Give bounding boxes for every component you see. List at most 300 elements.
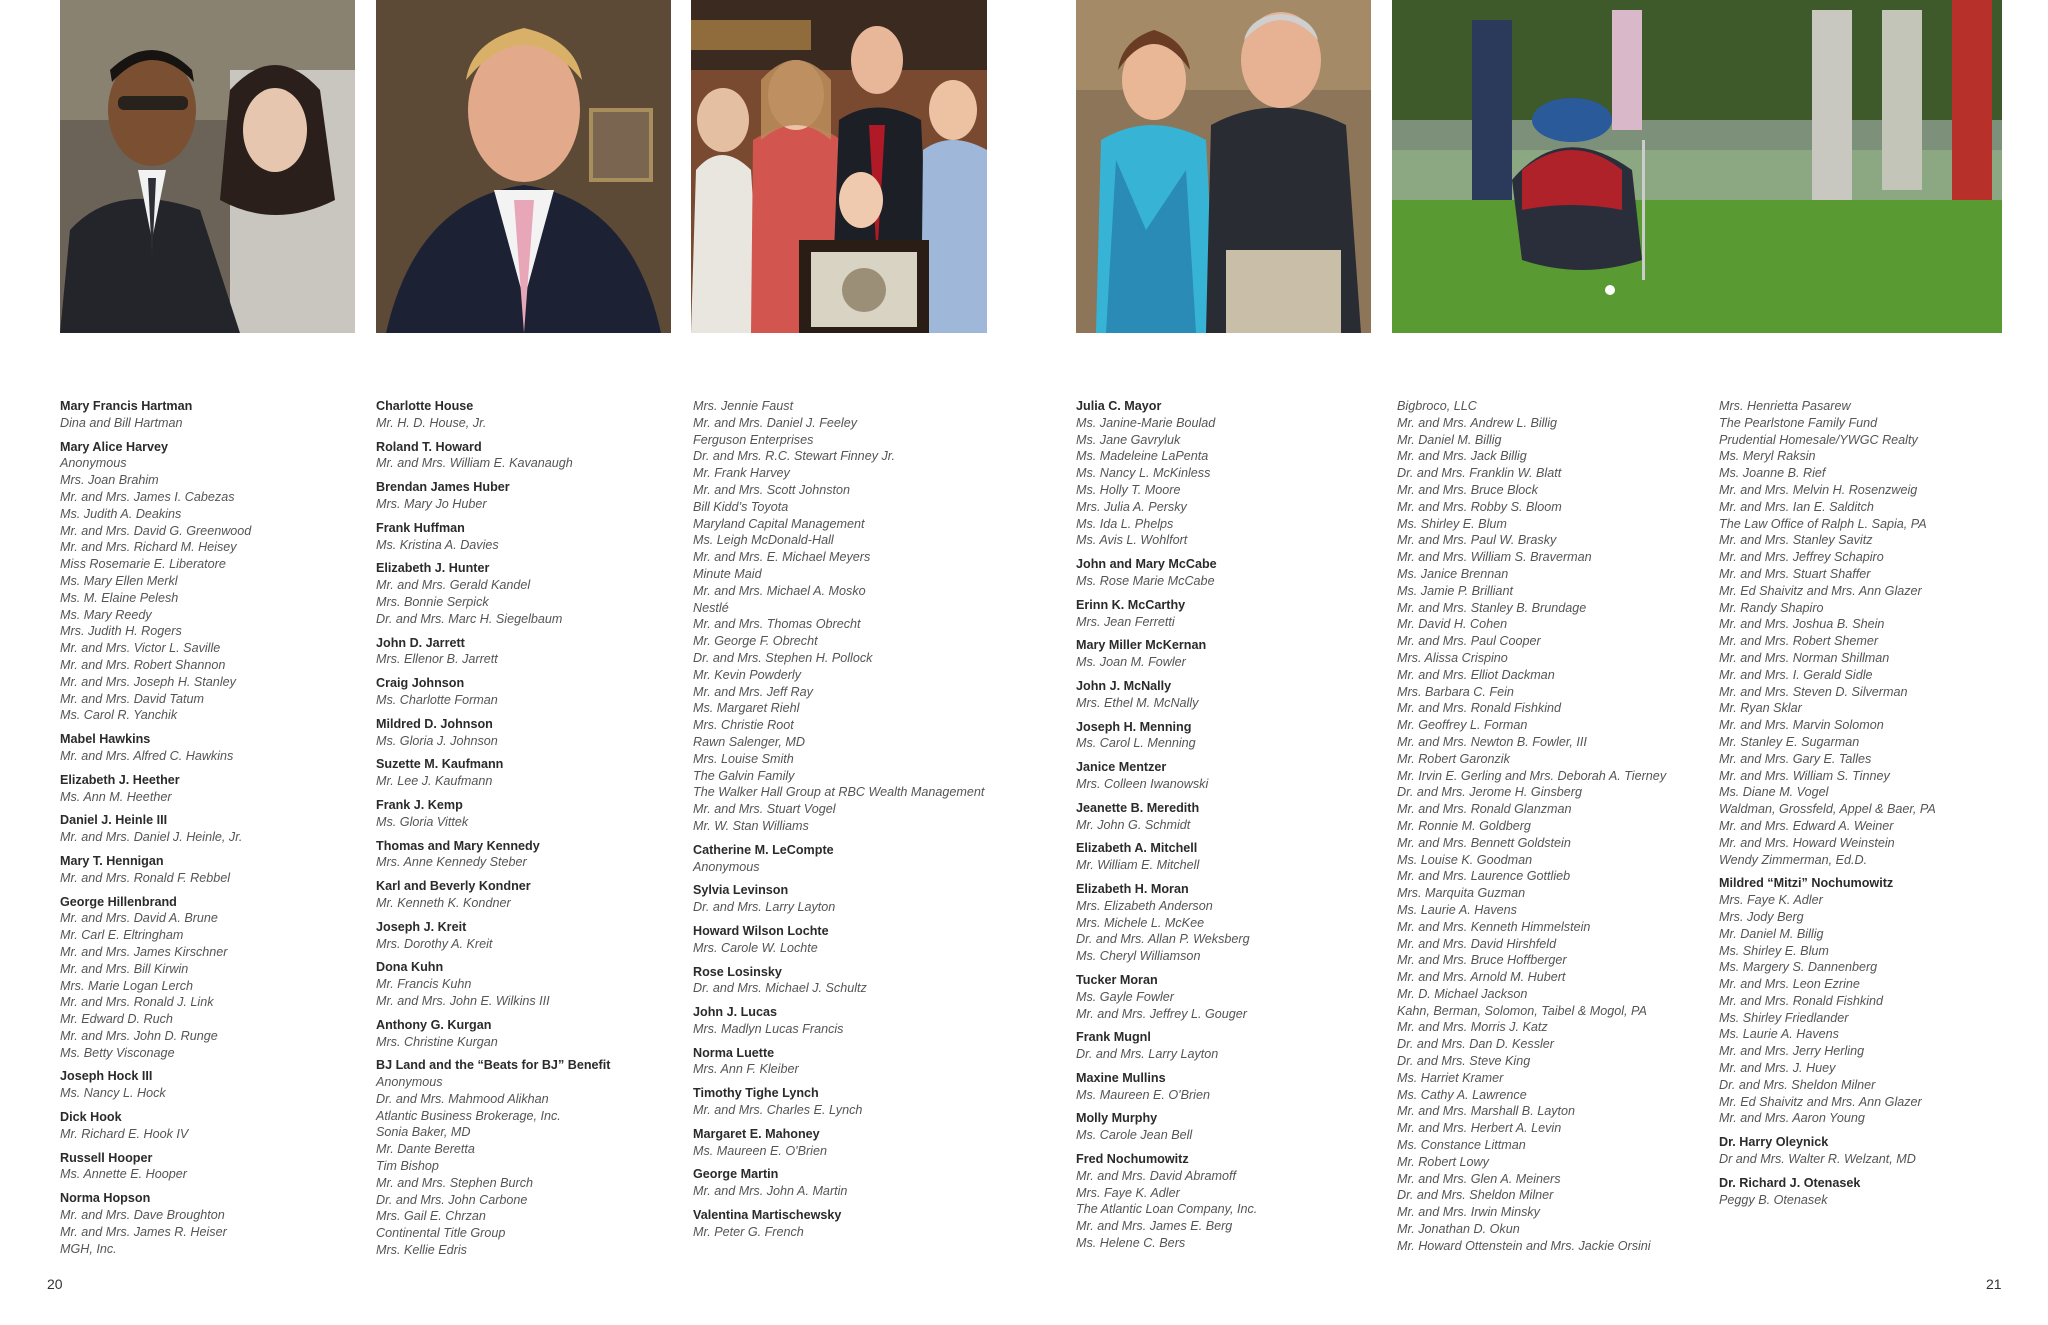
honoree-name: Mary Alice Harvey bbox=[60, 439, 169, 454]
donor-name: Mr. and Mrs. Ian E. Salditch bbox=[1719, 499, 1874, 514]
honoree-group bbox=[376, 878, 686, 912]
donor-name: Waldman, Grossfeld, Appel & Baer, PA bbox=[1719, 802, 1936, 817]
honoree-group bbox=[693, 1166, 1003, 1200]
honoree-group bbox=[693, 964, 1003, 998]
donor-name: Mr. Lee J. Kaufmann bbox=[376, 774, 493, 789]
donor-name: Ms. Gloria Vittek bbox=[376, 814, 469, 829]
donor-name: Mr. and Mrs. Stanley Savitz bbox=[1719, 533, 1873, 548]
donor-name: Mr. and Mrs. Herbert A. Levin bbox=[1397, 1121, 1562, 1136]
honoree-name: Rose Losinsky bbox=[693, 964, 782, 979]
donor-name: Dr. and Mrs. Marc H. Siegelbaum bbox=[376, 611, 563, 626]
donor-name: Ms. Margaret Riehl bbox=[693, 701, 800, 716]
honoree-group bbox=[60, 398, 370, 432]
donor-name: Mrs. Michele L. McKee bbox=[1076, 915, 1205, 930]
donor-name: Mr. and Mrs. Gary E. Talles bbox=[1719, 751, 1872, 766]
page-number-left: 20 bbox=[47, 1276, 63, 1292]
donor-name: Mrs. Kellie Edris bbox=[376, 1243, 467, 1258]
donor-name: Dr. and Mrs. Dan D. Kessler bbox=[1397, 1037, 1554, 1052]
honoree-group bbox=[1397, 398, 1697, 1255]
donor-name: Mr. and Mrs. Stephen Burch bbox=[376, 1175, 534, 1190]
donor-name: Ms. Carole Jean Bell bbox=[1076, 1128, 1193, 1143]
honoree-group bbox=[1076, 1029, 1386, 1063]
honoree-group bbox=[1076, 1110, 1386, 1144]
honoree-group bbox=[376, 959, 686, 1009]
donor-name: Dr. and Mrs. Larry Layton bbox=[1076, 1047, 1219, 1062]
donor-name: The Atlantic Loan Company, Inc. bbox=[1076, 1202, 1258, 1217]
honoree-name: Molly Murphy bbox=[1076, 1111, 1158, 1126]
donor-name: Ms. Nancy L. McKinless bbox=[1076, 466, 1211, 481]
donor-name: Mr. and Mrs. Daniel J. Feeley bbox=[693, 415, 858, 430]
donor-name: Ms. Shirley Friedlander bbox=[1719, 1010, 1849, 1025]
donor-name: Mr. and Mrs. Irwin Minsky bbox=[1397, 1205, 1540, 1220]
donor-name: Dr. and Mrs. Franklin W. Blatt bbox=[1397, 466, 1562, 481]
honoree-name: Karl and Beverly Kondner bbox=[376, 879, 531, 894]
honoree-name: Norma Luette bbox=[693, 1045, 775, 1060]
donor-name: Mr. and Mrs. Gerald Kandel bbox=[376, 578, 531, 593]
honoree-name: Frank Huffman bbox=[376, 520, 465, 535]
donor-name: Mr. and Mrs. Steven D. Silverman bbox=[1719, 684, 1908, 699]
donor-name: Mr. Francis Kuhn bbox=[376, 977, 472, 992]
honoree-group bbox=[376, 560, 686, 627]
photo-family-with-plaque bbox=[691, 0, 987, 333]
honoree-group bbox=[1076, 800, 1386, 834]
donor-name: Mr. and Mrs. Aaron Young bbox=[1719, 1111, 1865, 1126]
donor-name: Mrs. Carole W. Lochte bbox=[693, 940, 818, 955]
donor-name: Bigbroco, LLC bbox=[1397, 399, 1477, 413]
donor-name: Ms. Janine-Marie Boulad bbox=[1076, 415, 1216, 430]
donor-name: Mr. William E. Mitchell bbox=[1076, 858, 1200, 873]
donor-name: Wendy Zimmerman, Ed.D. bbox=[1719, 852, 1868, 867]
photo-couple-standing bbox=[1076, 0, 1371, 333]
donor-name: Ms. Carol L. Menning bbox=[1076, 736, 1196, 751]
donor-name: Ms. Jane Gavryluk bbox=[1076, 432, 1181, 447]
donor-name: Mr. and Mrs. Leon Ezrine bbox=[1719, 977, 1860, 992]
donor-name: Mr. and Mrs. Morris J. Katz bbox=[1397, 1020, 1548, 1035]
honoree-group bbox=[1076, 719, 1386, 753]
donor-name: Mr. Ed Shaivitz and Mrs. Ann Glazer bbox=[1719, 1094, 1922, 1109]
donor-name: Mr. Kevin Powderly bbox=[693, 667, 802, 682]
honoree-name: Mary Francis Hartman bbox=[60, 399, 193, 413]
donor-name: Dr. and Mrs. Allan P. Weksberg bbox=[1076, 932, 1250, 947]
donor-name: Dr and Mrs. Walter R. Welzant, MD bbox=[1719, 1152, 1916, 1167]
honoree-name: Mildred D. Johnson bbox=[376, 716, 493, 731]
donor-name: Ms. Gloria J. Johnson bbox=[376, 733, 498, 748]
donor-name: Mrs. Marquita Guzman bbox=[1397, 886, 1526, 901]
donor-name: Mr. Ronnie M. Goldberg bbox=[1397, 818, 1531, 833]
donor-name: Dr. and Mrs. Sheldon Milner bbox=[1397, 1188, 1554, 1203]
donor-name: Mr. and Mrs. David Tatum bbox=[60, 691, 204, 706]
honoree-group bbox=[1719, 1175, 2019, 1209]
donor-name: Mr. and Mrs. David A. Brune bbox=[60, 911, 218, 926]
honoree-name: Fred Nochumowitz bbox=[1076, 1152, 1189, 1167]
donor-name: Mrs. Ethel M. McNally bbox=[1076, 695, 1199, 710]
donor-name: Mrs. Gail E. Chrzan bbox=[376, 1209, 486, 1224]
honoree-name: Mildred “Mitzi” Nochumowitz bbox=[1719, 876, 1894, 891]
honoree-group bbox=[376, 398, 686, 432]
honoree-name: Suzette M. Kaufmann bbox=[376, 757, 504, 772]
names-column-2 bbox=[376, 398, 686, 1266]
donor-name: Dr. and Mrs. John Carbone bbox=[376, 1192, 528, 1207]
donor-name: Mr. and Mrs. Jack Billig bbox=[1397, 449, 1527, 464]
donor-name: Mr. George F. Obrecht bbox=[693, 634, 818, 649]
honoree-name: Janice Mentzer bbox=[1076, 760, 1167, 775]
donor-name: Mr. and Mrs. William S. Tinney bbox=[1719, 768, 1890, 783]
donor-name: Ms. Cathy A. Lawrence bbox=[1397, 1087, 1527, 1102]
honoree-group bbox=[376, 439, 686, 473]
donor-name: Ms. Avis L. Wohlfort bbox=[1076, 533, 1188, 548]
donor-name: Anonymous bbox=[376, 1075, 443, 1090]
donor-name: Dr. and Mrs. Jerome H. Ginsberg bbox=[1397, 785, 1582, 800]
donor-name: Mrs. Ellenor B. Jarrett bbox=[376, 652, 498, 667]
donor-name: Dr. and Mrs. Michael J. Schultz bbox=[693, 981, 867, 996]
honoree-group bbox=[376, 919, 686, 953]
donor-name: Ms. Margery S. Dannenberg bbox=[1719, 960, 1878, 975]
honoree-group bbox=[60, 1150, 370, 1184]
donor-name: Anonymous bbox=[693, 859, 760, 874]
honoree-group bbox=[376, 716, 686, 750]
donor-name: Mrs. Louise Smith bbox=[693, 751, 794, 766]
honoree-group bbox=[693, 398, 1003, 835]
honoree-name: Norma Hopson bbox=[60, 1191, 151, 1206]
donor-name: Mrs. Julia A. Persky bbox=[1076, 499, 1187, 514]
donor-name: Ms. Constance Littman bbox=[1397, 1138, 1526, 1153]
donor-name: Mr. Randy Shapiro bbox=[1719, 600, 1824, 615]
donor-name: Dr. and Mrs. Mahmood Alikhan bbox=[376, 1091, 549, 1106]
donor-name: Mr. Irvin E. Gerling and Mrs. Deborah A. Tierney bbox=[1397, 768, 1667, 783]
donor-name: Dr. and Mrs. Stephen H. Pollock bbox=[693, 650, 873, 665]
honoree-name: Elizabeth J. Hunter bbox=[376, 561, 490, 576]
honoree-name: Catherine M. LeCompte bbox=[693, 842, 834, 857]
donor-name: Mr. and Mrs. Norman Shillman bbox=[1719, 650, 1890, 665]
donor-name: Mrs. Anne Kennedy Steber bbox=[376, 855, 527, 870]
donor-name: Mr. and Mrs. Bill Kirwin bbox=[60, 961, 189, 976]
honoree-group bbox=[693, 1085, 1003, 1119]
donor-name: Mrs. Jody Berg bbox=[1719, 909, 1804, 924]
donor-name: Ms. Meryl Raksin bbox=[1719, 449, 1816, 464]
donor-name: Ms. Kristina A. Davies bbox=[376, 537, 499, 552]
donor-name: Mr. and Mrs. William S. Braverman bbox=[1397, 550, 1592, 565]
donor-name: Ms. Ida L. Phelps bbox=[1076, 516, 1174, 531]
honoree-group bbox=[376, 838, 686, 872]
honoree-name: John and Mary McCabe bbox=[1076, 557, 1217, 572]
donor-name: The Galvin Family bbox=[693, 768, 795, 783]
donor-name: Mr. D. Michael Jackson bbox=[1397, 986, 1528, 1001]
honoree-name: Maxine Mullins bbox=[1076, 1070, 1166, 1085]
donor-name: Mr. and Mrs. Charles E. Lynch bbox=[693, 1103, 863, 1118]
donor-name: Mr. and Mrs. Daniel J. Heinle, Jr. bbox=[60, 830, 243, 845]
donor-name: Mr. and Mrs. Robby S. Bloom bbox=[1397, 499, 1562, 514]
donor-name: Atlantic Business Brokerage, Inc. bbox=[376, 1108, 561, 1123]
honoree-name: Tucker Moran bbox=[1076, 972, 1158, 987]
honoree-name: Charlotte House bbox=[376, 399, 474, 413]
honoree-name: Erinn K. McCarthy bbox=[1076, 597, 1186, 612]
honoree-group bbox=[60, 812, 370, 846]
donor-name: Mr. and Mrs. James Kirschner bbox=[60, 944, 228, 959]
honoree-group bbox=[1719, 1134, 2019, 1168]
donor-name: Mr. and Mrs. Paul W. Brasky bbox=[1397, 533, 1557, 548]
page-number-right: 21 bbox=[1986, 1276, 2002, 1292]
photo-golf-putting bbox=[1392, 0, 2002, 333]
donor-name: Mr. and Mrs. Joseph H. Stanley bbox=[60, 674, 236, 689]
donor-name: Mr. and Mrs. Robert Shannon bbox=[60, 657, 226, 672]
donor-name: Mrs. Jean Ferretti bbox=[1076, 614, 1175, 629]
donor-name: Mr. and Mrs. John E. Wilkins III bbox=[376, 993, 550, 1008]
honoree-name: Frank Mugnl bbox=[1076, 1030, 1151, 1045]
honoree-group bbox=[693, 842, 1003, 876]
photo-couple-portrait bbox=[60, 0, 355, 333]
donor-name: Mr. and Mrs. Bruce Hoffberger bbox=[1397, 953, 1567, 968]
honoree-name: George Martin bbox=[693, 1167, 779, 1182]
donor-name: Mr. and Mrs. Jeffrey Schapiro bbox=[1719, 550, 1884, 565]
honoree-group bbox=[60, 439, 370, 725]
honoree-group bbox=[693, 1004, 1003, 1038]
donor-name: Mr. and Mrs. Stuart Vogel bbox=[693, 802, 836, 817]
honoree-name: Craig Johnson bbox=[376, 676, 465, 691]
honoree-name: Dick Hook bbox=[60, 1110, 122, 1125]
donor-name: Mr. W. Stan Williams bbox=[693, 818, 809, 833]
donor-name: Mrs. Joan Brahim bbox=[60, 473, 159, 488]
donor-name: Mr. Daniel M. Billig bbox=[1719, 926, 1824, 941]
donor-name: Mr. Ed Shaivitz and Mrs. Ann Glazer bbox=[1719, 583, 1922, 598]
honoree-group bbox=[1719, 875, 2019, 1127]
donor-name: Ms. Janice Brennan bbox=[1397, 566, 1509, 581]
donor-name: The Walker Hall Group at RBC Wealth Management bbox=[693, 785, 985, 800]
honoree-name: Joseph J. Kreit bbox=[376, 919, 467, 934]
donor-name: Ms. Charlotte Forman bbox=[376, 692, 498, 707]
donor-name: Mr. and Mrs. Joshua B. Shein bbox=[1719, 617, 1885, 632]
honoree-name: Brendan James Huber bbox=[376, 480, 510, 495]
donor-name: Miss Rosemarie E. Liberatore bbox=[60, 557, 226, 572]
names-column-1 bbox=[60, 398, 370, 1264]
donor-name: MGH, Inc. bbox=[60, 1241, 117, 1256]
donor-name: Mr. Peter G. French bbox=[693, 1224, 804, 1239]
donor-name: The Pearlstone Family Fund bbox=[1719, 415, 1878, 430]
donor-name: Mr. Kenneth K. Kondner bbox=[376, 895, 511, 910]
donor-name: Dr. and Mrs. R.C. Stewart Finney Jr. bbox=[693, 449, 896, 464]
donor-name: Ms. Mary Ellen Merkl bbox=[60, 573, 178, 588]
honoree-group bbox=[60, 853, 370, 887]
donor-name: Ms. Cheryl Williamson bbox=[1076, 949, 1201, 964]
donor-name: Mr. and Mrs. Marvin Solomon bbox=[1719, 718, 1884, 733]
donor-name: Mrs. Elizabeth Anderson bbox=[1076, 898, 1213, 913]
honoree-group bbox=[1076, 840, 1386, 874]
honoree-group bbox=[693, 1045, 1003, 1079]
honoree-group bbox=[376, 635, 686, 669]
donor-name: Mr. and Mrs. Jerry Herling bbox=[1719, 1044, 1865, 1059]
donor-name: Ms. Shirley E. Blum bbox=[1397, 516, 1507, 531]
donor-name: Ms. Joanne B. Rief bbox=[1719, 466, 1826, 481]
donor-name: Mr. David H. Cohen bbox=[1397, 617, 1508, 632]
donor-name: Ms. Madeleine LaPenta bbox=[1076, 449, 1209, 464]
names-column-5 bbox=[1397, 398, 1697, 1262]
donor-name: Mrs. Marie Logan Lerch bbox=[60, 978, 193, 993]
donor-name: Mr. and Mrs. Edward A. Weiner bbox=[1719, 818, 1894, 833]
donor-name: Mrs. Colleen Iwanowski bbox=[1076, 776, 1209, 791]
donor-name: Mr. Frank Harvey bbox=[693, 466, 790, 481]
honoree-name: Mary Miller McKernan bbox=[1076, 638, 1207, 653]
donor-name: Mr. John G. Schmidt bbox=[1076, 817, 1191, 832]
honoree-name: Howard Wilson Lochte bbox=[693, 923, 829, 938]
names-column-4 bbox=[1076, 398, 1386, 1259]
honoree-group bbox=[60, 894, 370, 1062]
honoree-name: Russell Hooper bbox=[60, 1150, 153, 1165]
donor-name: Ms. Mary Reedy bbox=[60, 607, 152, 622]
donor-name: Ms. Ann M. Heether bbox=[60, 789, 172, 804]
names-column-6 bbox=[1719, 398, 2019, 1215]
honoree-name: Elizabeth H. Moran bbox=[1076, 881, 1189, 896]
honoree-name: Timothy Tighe Lynch bbox=[693, 1086, 819, 1101]
honoree-name: Thomas and Mary Kennedy bbox=[376, 838, 540, 853]
donor-name: Mr. and Mrs. Michael A. Mosko bbox=[693, 583, 866, 598]
donor-name: Mrs. Mary Jo Huber bbox=[376, 496, 487, 511]
donor-name: Mr. and Mrs. James R. Heiser bbox=[60, 1224, 227, 1239]
donor-name: Mr. Edward D. Ruch bbox=[60, 1012, 173, 1027]
donor-name: Kahn, Berman, Solomon, Taibel & Mogol, PA bbox=[1397, 1003, 1647, 1018]
donor-name: Mr. and Mrs. Scott Johnston bbox=[693, 482, 851, 497]
donor-name: Prudential Homesale/YWGC Realty bbox=[1719, 432, 1918, 447]
honoree-name: Anthony G. Kurgan bbox=[376, 1017, 492, 1032]
donor-name: Mr. and Mrs. Newton B. Fowler, III bbox=[1397, 734, 1587, 749]
donor-name: Ms. Maureen E. O'Brien bbox=[693, 1143, 827, 1158]
donor-name: Tim Bishop bbox=[376, 1159, 439, 1174]
honoree-name: John D. Jarrett bbox=[376, 635, 465, 650]
donor-name: Ms. Harriet Kramer bbox=[1397, 1070, 1504, 1085]
honoree-name: Dr. Richard J. Otenasek bbox=[1719, 1175, 1861, 1190]
honoree-name: John J. McNally bbox=[1076, 678, 1172, 693]
donor-name: Mrs. Judith H. Rogers bbox=[60, 624, 182, 639]
donor-name: Mrs. Faye K. Adler bbox=[1076, 1185, 1180, 1200]
honoree-group bbox=[693, 923, 1003, 957]
donor-name: Dr. and Mrs. Larry Layton bbox=[693, 900, 836, 915]
donor-name: Mrs. Christine Kurgan bbox=[376, 1034, 498, 1049]
donor-name: Ms. Diane M. Vogel bbox=[1719, 785, 1829, 800]
donor-name: Mrs. Christie Root bbox=[693, 718, 794, 733]
donor-name: Mr. Daniel M. Billig bbox=[1397, 432, 1502, 447]
donor-name: Mr. and Mrs. John D. Runge bbox=[60, 1028, 218, 1043]
donor-name: Minute Maid bbox=[693, 566, 762, 581]
honoree-group bbox=[1076, 1151, 1386, 1252]
donor-name: Ms. Rose Marie McCabe bbox=[1076, 573, 1215, 588]
donor-name: Mr. Ryan Sklar bbox=[1719, 701, 1802, 716]
donor-name: Ms. Jamie P. Brilliant bbox=[1397, 583, 1513, 598]
honoree-group bbox=[693, 1126, 1003, 1160]
donor-name: Ms. Laurie A. Havens bbox=[1397, 902, 1517, 917]
donor-name: Mr. and Mrs. Ronald J. Link bbox=[60, 995, 214, 1010]
honoree-name: Joseph Hock III bbox=[60, 1069, 153, 1084]
donor-name: The Law Office of Ralph L. Sapia, PA bbox=[1719, 516, 1927, 531]
donor-name: Mrs. Barbara C. Fein bbox=[1397, 684, 1514, 699]
honoree-group bbox=[1076, 972, 1386, 1022]
honoree-group bbox=[1076, 881, 1386, 965]
donor-name: Ferguson Enterprises bbox=[693, 432, 814, 447]
donor-name: Mr. Howard Ottenstein and Mrs. Jackie Orsini bbox=[1397, 1238, 1651, 1253]
honoree-group bbox=[60, 1109, 370, 1143]
donor-name: Mr. Robert Garonzik bbox=[1397, 751, 1510, 766]
donor-name: Mrs. Ann F. Kleiber bbox=[693, 1062, 799, 1077]
donor-name: Ms. Shirley E. Blum bbox=[1719, 943, 1829, 958]
honoree-group bbox=[376, 797, 686, 831]
donor-name: Mr. and Mrs. Glen A. Meiners bbox=[1397, 1171, 1561, 1186]
donor-name: Ms. Annette E. Hooper bbox=[60, 1167, 187, 1182]
donor-name: Mr. and Mrs. Melvin H. Rosenzweig bbox=[1719, 482, 1918, 497]
donor-name: Ms. Maureen E. O'Brien bbox=[1076, 1087, 1210, 1102]
honoree-group bbox=[376, 756, 686, 790]
honoree-name: Frank J. Kemp bbox=[376, 797, 463, 812]
donor-name: Continental Title Group bbox=[376, 1226, 506, 1241]
honoree-group bbox=[376, 1017, 686, 1051]
donor-name: Ms. Gayle Fowler bbox=[1076, 989, 1174, 1004]
donor-name: Mr. and Mrs. James I. Cabezas bbox=[60, 489, 235, 504]
donor-name: Mr. and Mrs. Howard Weinstein bbox=[1719, 835, 1895, 850]
donor-name: Mrs. Dorothy A. Kreit bbox=[376, 936, 493, 951]
donor-name: Ms. Holly T. Moore bbox=[1076, 482, 1181, 497]
donor-name: Mr. and Mrs. Robert Shemer bbox=[1719, 634, 1879, 649]
donor-name: Ms. Louise K. Goodman bbox=[1397, 852, 1533, 867]
donor-name: Mr. and Mrs. Thomas Obrecht bbox=[693, 617, 861, 632]
honoree-group bbox=[1076, 759, 1386, 793]
donor-name: Ms. Laurie A. Havens bbox=[1719, 1027, 1839, 1042]
donor-name: Anonymous bbox=[60, 456, 127, 471]
donor-name: Mr. Jonathan D. Okun bbox=[1397, 1222, 1520, 1237]
donor-name: Mrs. Bonnie Serpick bbox=[376, 594, 489, 609]
honoree-group bbox=[1076, 678, 1386, 712]
honoree-name: Margaret E. Mahoney bbox=[693, 1126, 820, 1141]
honoree-name: Julia C. Mayor bbox=[1076, 399, 1162, 413]
honoree-name: Elizabeth J. Heether bbox=[60, 772, 180, 787]
donor-name: Mr. and Mrs. Bennett Goldstein bbox=[1397, 835, 1571, 850]
donor-name: Mr. and Mrs. Jeff Ray bbox=[693, 684, 813, 699]
donor-name: Mr. and Mrs. Kenneth Himmelstein bbox=[1397, 919, 1591, 934]
donor-name: Mr. and Mrs. David Hirshfeld bbox=[1397, 936, 1557, 951]
donor-name: Ms. Leigh McDonald-Hall bbox=[693, 533, 834, 548]
donor-name: Ms. Betty Visconage bbox=[60, 1045, 175, 1060]
honoree-name: Daniel J. Heinle III bbox=[60, 813, 168, 828]
donor-name: Mr. Dante Beretta bbox=[376, 1142, 475, 1157]
donor-name: Mr. Robert Lowy bbox=[1397, 1154, 1489, 1169]
donor-name: Mr. and Mrs. Stuart Shaffer bbox=[1719, 566, 1871, 581]
honoree-group bbox=[376, 1057, 686, 1259]
honoree-group bbox=[376, 675, 686, 709]
donor-name: Dina and Bill Hartman bbox=[60, 415, 183, 430]
donor-name: Rawn Salenger, MD bbox=[693, 734, 805, 749]
honoree-group bbox=[1719, 398, 2019, 868]
donor-name: Ms. M. Elaine Pelesh bbox=[60, 590, 179, 605]
donor-name: Mr. Richard E. Hook IV bbox=[60, 1126, 189, 1141]
honoree-name: George Hillenbrand bbox=[60, 894, 177, 909]
donor-name: Mrs. Jennie Faust bbox=[693, 399, 794, 413]
donor-name: Mr. and Mrs. Richard M. Heisey bbox=[60, 540, 237, 555]
honoree-group bbox=[376, 520, 686, 554]
donor-name: Mr. and Mrs. Elliot Dackman bbox=[1397, 667, 1555, 682]
donor-name: Peggy B. Otenasek bbox=[1719, 1192, 1828, 1207]
donor-name: Bill Kidd’s Toyota bbox=[693, 499, 789, 514]
honoree-group bbox=[693, 882, 1003, 916]
honoree-name: Valentina Martischewsky bbox=[693, 1208, 842, 1223]
donor-name: Dr. and Mrs. Steve King bbox=[1397, 1054, 1531, 1069]
honoree-group bbox=[60, 731, 370, 765]
names-column-3 bbox=[693, 398, 1003, 1248]
donor-name: Mr. and Mrs. David G. Greenwood bbox=[60, 523, 252, 538]
honoree-name: John J. Lucas bbox=[693, 1005, 777, 1020]
donor-name: Dr. and Mrs. Sheldon Milner bbox=[1719, 1077, 1876, 1092]
donor-name: Mr. and Mrs. Ronald Fishkind bbox=[1719, 993, 1884, 1008]
donor-name: Mr. and Mrs. Ronald F. Rebbel bbox=[60, 870, 231, 885]
donor-name: Mr. and Mrs. Arnold M. Hubert bbox=[1397, 970, 1566, 985]
honoree-group bbox=[1076, 597, 1386, 631]
donor-name: Mrs. Faye K. Adler bbox=[1719, 893, 1823, 908]
donor-name: Mr. and Mrs. Alfred C. Hawkins bbox=[60, 748, 234, 763]
honoree-name: Joseph H. Menning bbox=[1076, 719, 1192, 734]
